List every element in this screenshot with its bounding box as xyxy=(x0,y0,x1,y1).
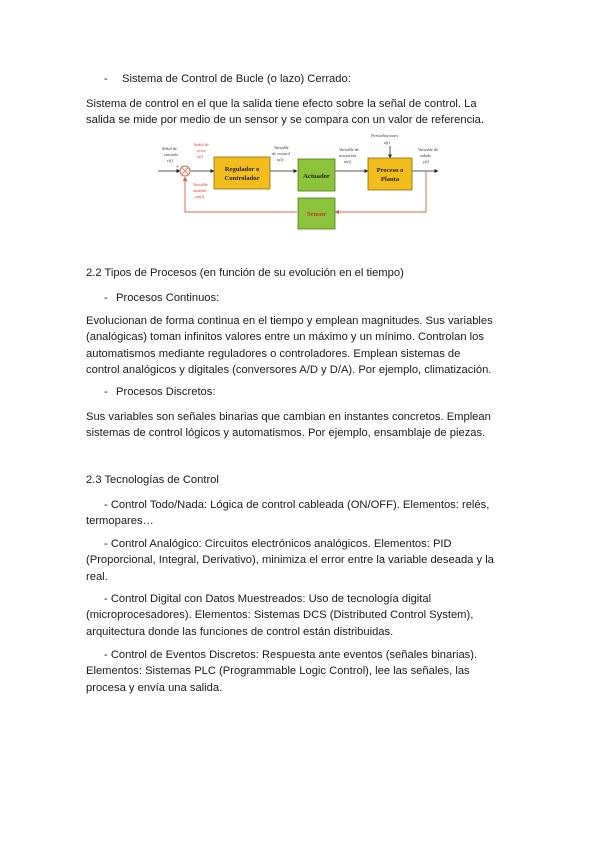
text-line: sistemas de control lógicos y automatismos. Por ejemplo, ensamblaje de piezas. xyxy=(86,427,486,440)
technology-item-analog xyxy=(86,536,516,585)
controller-block-label: Regulador o xyxy=(224,166,260,173)
bullet-dash: - xyxy=(104,538,108,550)
bullet-dash: - xyxy=(104,292,108,304)
summing-minus-sign: - xyxy=(186,180,188,185)
text-line: Sus variables son señales binarias que cambian en instantes concretos. Emplean xyxy=(86,411,491,423)
feedback-signal-label: Variable xyxy=(193,182,208,187)
sensor-block-label: Sensor xyxy=(306,211,327,218)
control-variable-label: Variable xyxy=(274,145,289,150)
text-line: procesa y envía una salida. xyxy=(86,681,223,694)
control-variable-label: de control xyxy=(272,151,290,156)
feedback-signal-label: ym(t) xyxy=(195,194,205,199)
output-variable-label: Variable de xyxy=(418,147,439,152)
text-line: Control Digital con Datos Muestreados: Uso de tecnología digital xyxy=(110,593,432,605)
actuator-block-label: Actuador xyxy=(303,173,330,180)
summing-plus-sign: + xyxy=(176,165,179,170)
discrete-processes-text xyxy=(86,409,516,442)
bullet-dash: - xyxy=(104,73,108,85)
reference-signal-label: Señal de xyxy=(162,146,177,151)
continuous-processes-bullet xyxy=(104,290,219,306)
text-line: Control Todo/Nada: Lógica de control cableada (ON/OFF). Elementos: relés, xyxy=(110,499,490,511)
bullet-dash: - xyxy=(104,499,108,511)
controller-block xyxy=(214,157,270,189)
technology-item-discrete-events xyxy=(86,647,516,696)
actuation-variable-label: Variable de xyxy=(339,147,360,152)
output-variable-label: y(t) xyxy=(423,159,430,164)
controller-block-label: Controlador xyxy=(224,175,260,182)
technology-item-on-off xyxy=(86,497,516,530)
feedback-signal-label: medida xyxy=(193,188,206,193)
text-line: Control de Eventos Discretos: Respuesta ante eventos (señales binarias). xyxy=(110,649,478,661)
output-variable-label: salida xyxy=(420,153,431,158)
bullet-dash: - xyxy=(104,386,108,398)
text-line: (microprocesadores). Elementos: Sistemas DCS (Distributed Control System), xyxy=(86,609,474,622)
text-line: Control Analógico: Circuitos electrónicos analógicos. Elementos: PID xyxy=(110,538,452,550)
text-line: termopares… xyxy=(86,515,154,528)
disturbances-label: Perturbaciones xyxy=(371,133,399,138)
reference-signal-label: r(t) xyxy=(167,158,173,163)
process-block xyxy=(368,158,412,190)
process-block-label: Planta xyxy=(380,176,400,183)
text-line: automatismos mediante reguladores o controladores. Emplean sistemas de xyxy=(86,347,461,360)
technology-item-digital xyxy=(86,591,516,640)
continuous-processes-text xyxy=(86,313,516,379)
error-signal-label: e(t) xyxy=(197,154,204,159)
text-line: (Proporcional, Integral, Derivativo), minimiza el error entre la variable deseada y la xyxy=(86,554,494,567)
bullet-dash: - xyxy=(104,649,108,661)
actuation-variable-label: m(t) xyxy=(344,159,352,164)
text-line: control analógicos y digitales (conversores A/D y D/A). Por ejemplo, climatización. xyxy=(86,364,492,377)
discrete-processes-title: Procesos Discretos: xyxy=(116,386,216,398)
disturbances-label: z(t) xyxy=(384,140,390,145)
discrete-processes-bullet xyxy=(104,384,215,400)
text-line: real. xyxy=(86,570,108,583)
text-line: Elementos: Sistemas PLC (Programmable Logic Control), lee las señales, las xyxy=(86,665,470,678)
closed-loop-title: Sistema de Control de Bucle (o lazo) Cerrado: xyxy=(122,73,351,85)
closed-loop-description xyxy=(86,96,516,129)
text-line: (analógicas) toman infinitos valores entre un máximo y un mínimo. Controlan los xyxy=(86,331,484,344)
process-types-heading: 2.2 Tipos de Procesos (en función de su evolución en el tiempo) xyxy=(86,267,404,279)
process-block-label: Proceso o xyxy=(376,167,404,174)
error-signal-label: Señal de xyxy=(194,142,209,147)
reference-signal-label: entrada xyxy=(164,152,178,157)
description-line: salida se mide por medio de un sensor y se compara con un valor de referencia. xyxy=(86,114,484,127)
text-line: arquitectura donde las funciones de control están distribuidas. xyxy=(86,625,394,638)
closed-loop-block-diagram xyxy=(156,131,440,231)
actuation-variable-label: actuación xyxy=(339,153,357,158)
text-line: Evolucionan de forma continua en el tiempo y emplean magnitudes. Sus variables xyxy=(86,315,493,327)
control-variable-label: u(t) xyxy=(277,157,284,162)
bullet-dash: - xyxy=(104,593,108,605)
closed-loop-bullet xyxy=(104,71,351,87)
technologies-heading: 2.3 Tecnologías de Control xyxy=(86,474,219,486)
description-line: Sistema de control en el que la salida tiene efecto sobre la señal de control. La xyxy=(86,98,477,110)
continuous-processes-title: Procesos Continuos: xyxy=(116,292,220,304)
error-signal-label: error xyxy=(197,148,207,153)
